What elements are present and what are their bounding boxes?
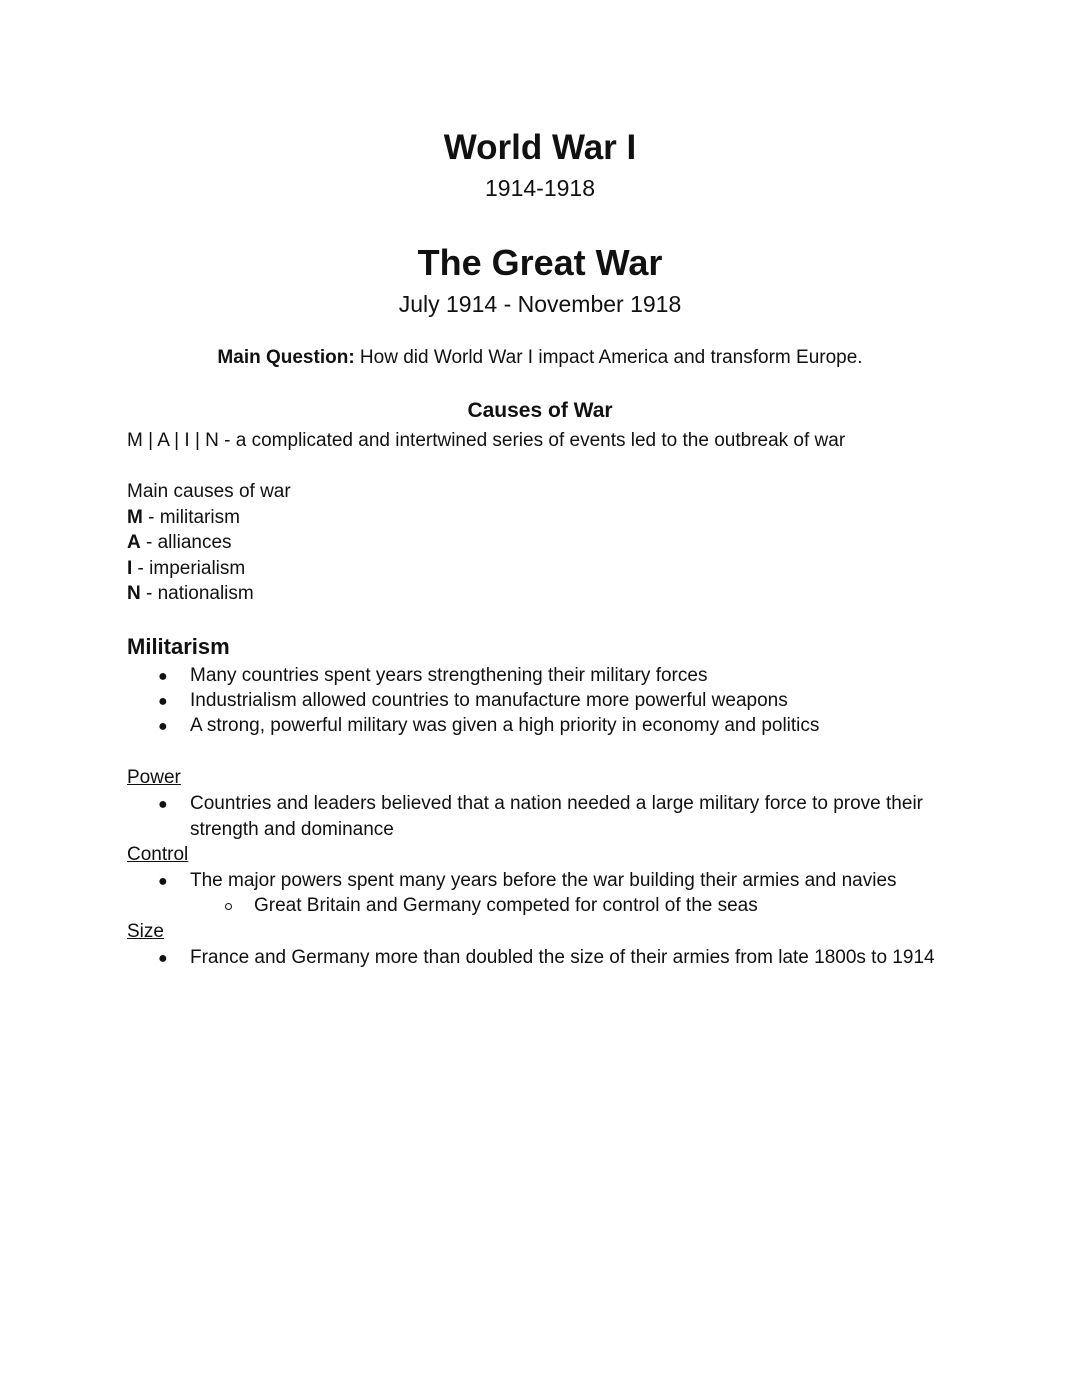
- cause-text: - nationalism: [140, 583, 254, 604]
- bullet-icon: ●: [158, 796, 168, 813]
- power-bullet-line2: strength and dominance: [190, 819, 394, 840]
- cause-item: [127, 530, 232, 555]
- militarism-heading: Militarism: [127, 634, 230, 659]
- control-bullet: The major powers spent many years before the war building their armies and navies: [190, 870, 897, 891]
- causes-list-title: Main causes of war: [127, 481, 291, 502]
- page-title: World War I: [443, 128, 637, 167]
- size-bullet: France and Germany more than doubled the size of their armies from late 1800s to 1914: [190, 947, 935, 968]
- sub-bullet-icon: [225, 903, 232, 910]
- main-question-label: Main Question:: [217, 347, 355, 368]
- size-heading: Size: [127, 921, 164, 942]
- cause-text: - militarism: [142, 507, 240, 528]
- power-bullet-line1: Countries and leaders believed that a nation needed a large military force to prove their: [190, 793, 923, 814]
- power-heading: Power: [127, 767, 181, 788]
- militarism-bullet: Many countries spent years strengthening their military forces: [190, 665, 708, 686]
- control-heading: Control: [127, 844, 189, 865]
- main-question-text: How did World War I impact America and transform Europe.: [354, 347, 863, 368]
- cause-item: [127, 505, 240, 530]
- cause-letter: A: [127, 532, 141, 553]
- cause-item: [127, 556, 245, 581]
- cause-item: [127, 581, 254, 606]
- acronym-line: M | A | I | N - a complicated and intertwined series of events led to the outbreak of war: [127, 430, 846, 451]
- bullet-icon: ●: [158, 950, 168, 967]
- cause-text: - imperialism: [132, 558, 246, 579]
- bullet-icon: ●: [158, 668, 168, 685]
- cause-letter: I: [127, 558, 133, 579]
- page-subtitle: The Great War: [417, 242, 663, 283]
- militarism-bullet: Industrialism allowed countries to manufacture more powerful weapons: [190, 690, 788, 711]
- cause-letter: N: [127, 583, 141, 604]
- main-question: [0, 345, 1080, 371]
- bullet-icon: ●: [158, 693, 168, 710]
- subtitle-dates: July 1914 - November 1918: [398, 291, 682, 317]
- title-years: 1914-1918: [485, 175, 595, 201]
- bullet-icon: ●: [158, 873, 168, 890]
- militarism-bullet: A strong, powerful military was given a high priority in economy and politics: [190, 715, 820, 736]
- cause-text: - alliances: [140, 532, 232, 553]
- cause-letter: M: [127, 507, 143, 528]
- control-sub-bullet: Great Britain and Germany competed for control of the seas: [254, 895, 758, 916]
- causes-heading: Causes of War: [467, 399, 613, 422]
- bullet-icon: ●: [158, 718, 168, 735]
